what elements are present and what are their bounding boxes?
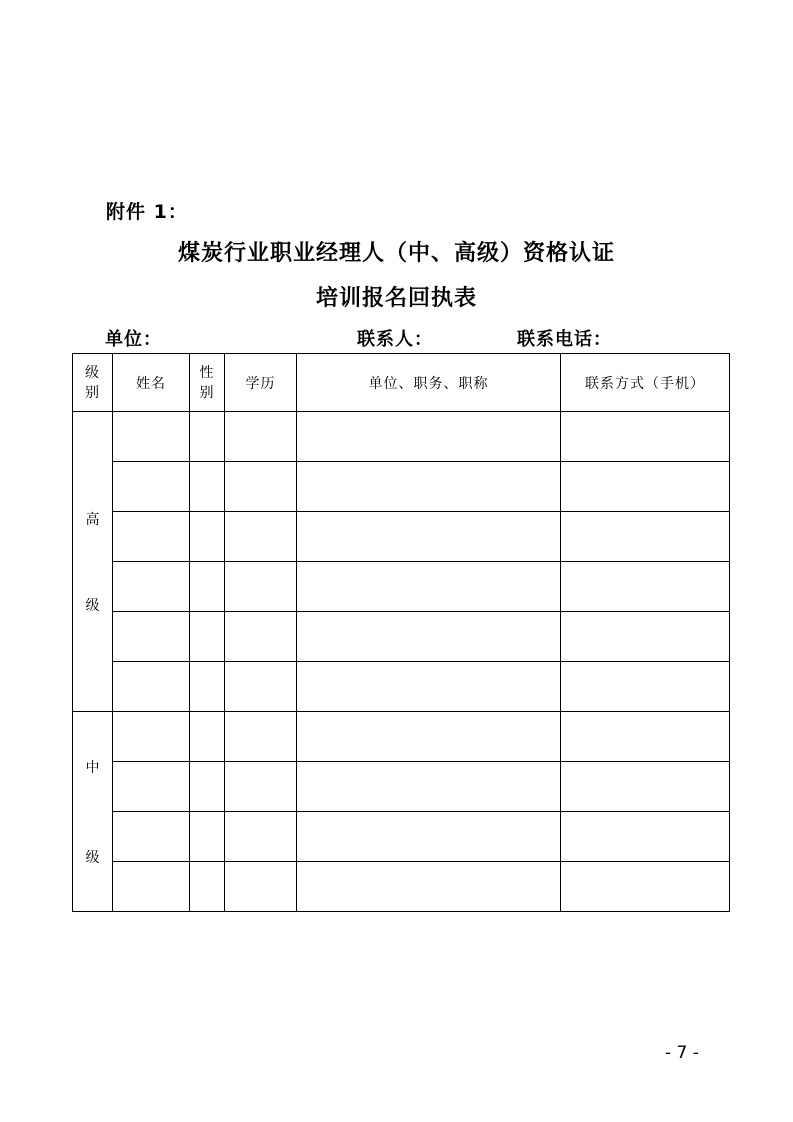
header-unit-title: 单位、职务、职称	[297, 354, 561, 412]
middle-level-cell	[73, 712, 113, 912]
gender-cell[interactable]	[190, 562, 225, 612]
unit-title-cell[interactable]	[297, 662, 561, 712]
education-cell[interactable]	[225, 462, 297, 512]
education-cell[interactable]	[225, 712, 297, 762]
table-row	[73, 412, 730, 462]
table-header-row	[73, 354, 730, 412]
contact-cell[interactable]	[561, 862, 730, 912]
unit-title-cell[interactable]	[297, 512, 561, 562]
gender-cell[interactable]	[190, 812, 225, 862]
table-row	[73, 462, 730, 512]
education-cell[interactable]	[225, 562, 297, 612]
education-cell[interactable]	[225, 762, 297, 812]
table-row	[73, 762, 730, 812]
header-level	[73, 354, 113, 412]
contact-cell[interactable]	[561, 762, 730, 812]
gender-cell[interactable]	[190, 412, 225, 462]
education-cell[interactable]	[225, 512, 297, 562]
gender-cell[interactable]	[190, 512, 225, 562]
contact-phone-label: 联系电话：	[517, 329, 612, 350]
form-title-line2: 培训报名回执表	[315, 286, 477, 311]
senior-char-2: 级	[85, 597, 100, 614]
senior-level-cell	[73, 412, 113, 712]
name-cell[interactable]	[113, 812, 190, 862]
name-cell[interactable]	[113, 862, 190, 912]
registration-table	[72, 353, 730, 912]
unit-title-cell[interactable]	[297, 762, 561, 812]
unit-title-cell[interactable]	[297, 462, 561, 512]
name-cell[interactable]	[113, 512, 190, 562]
page-number: - 7 -	[665, 1043, 699, 1063]
name-cell[interactable]	[113, 462, 190, 512]
gender-cell[interactable]	[190, 762, 225, 812]
unit-title-cell[interactable]	[297, 562, 561, 612]
header-gender-top: 性	[199, 364, 215, 381]
education-cell[interactable]	[225, 662, 297, 712]
education-cell[interactable]	[225, 612, 297, 662]
name-cell[interactable]	[113, 562, 190, 612]
contact-cell[interactable]	[561, 562, 730, 612]
header-gender-bottom: 别	[199, 384, 215, 401]
name-cell[interactable]	[113, 662, 190, 712]
table-row	[73, 812, 730, 862]
education-cell[interactable]	[225, 862, 297, 912]
contact-cell[interactable]	[561, 812, 730, 862]
header-contact: 联系方式（手机）	[561, 354, 730, 412]
unit-title-cell[interactable]	[297, 612, 561, 662]
gender-cell[interactable]	[190, 712, 225, 762]
header-gender	[190, 354, 225, 412]
contact-cell[interactable]	[561, 712, 730, 762]
education-cell[interactable]	[225, 412, 297, 462]
contact-cell[interactable]	[561, 662, 730, 712]
contact-cell[interactable]	[561, 612, 730, 662]
contact-cell[interactable]	[561, 512, 730, 562]
table-row	[73, 662, 730, 712]
header-level-bottom: 别	[85, 384, 100, 401]
header-name: 姓名	[113, 354, 190, 412]
name-cell[interactable]	[113, 712, 190, 762]
gender-cell[interactable]	[190, 462, 225, 512]
table-row	[73, 562, 730, 612]
unit-title-cell[interactable]	[297, 712, 561, 762]
attachment-label: 附件 1：	[106, 201, 188, 223]
contact-cell[interactable]	[561, 412, 730, 462]
form-title-line1: 煤炭行业职业经理人（中、高级）资格认证	[177, 241, 615, 266]
unit-title-cell[interactable]	[297, 412, 561, 462]
gender-cell[interactable]	[190, 612, 225, 662]
table-row	[73, 612, 730, 662]
name-cell[interactable]	[113, 412, 190, 462]
name-cell[interactable]	[113, 612, 190, 662]
gender-cell[interactable]	[190, 862, 225, 912]
header-education: 学历	[225, 354, 297, 412]
unit-title-cell[interactable]	[297, 812, 561, 862]
table-row	[73, 512, 730, 562]
gender-cell[interactable]	[190, 662, 225, 712]
contact-cell[interactable]	[561, 462, 730, 512]
table-row	[73, 862, 730, 912]
name-cell[interactable]	[113, 762, 190, 812]
table-row	[73, 712, 730, 762]
unit-title-cell[interactable]	[297, 862, 561, 912]
education-cell[interactable]	[225, 812, 297, 862]
senior-char-1: 高	[85, 511, 100, 528]
contact-person-label: 联系人：	[357, 329, 433, 350]
middle-char-2: 级	[85, 849, 100, 866]
header-level-top: 级	[85, 364, 100, 381]
middle-char-1: 中	[85, 759, 100, 776]
unit-field-label: 单位：	[105, 329, 162, 350]
